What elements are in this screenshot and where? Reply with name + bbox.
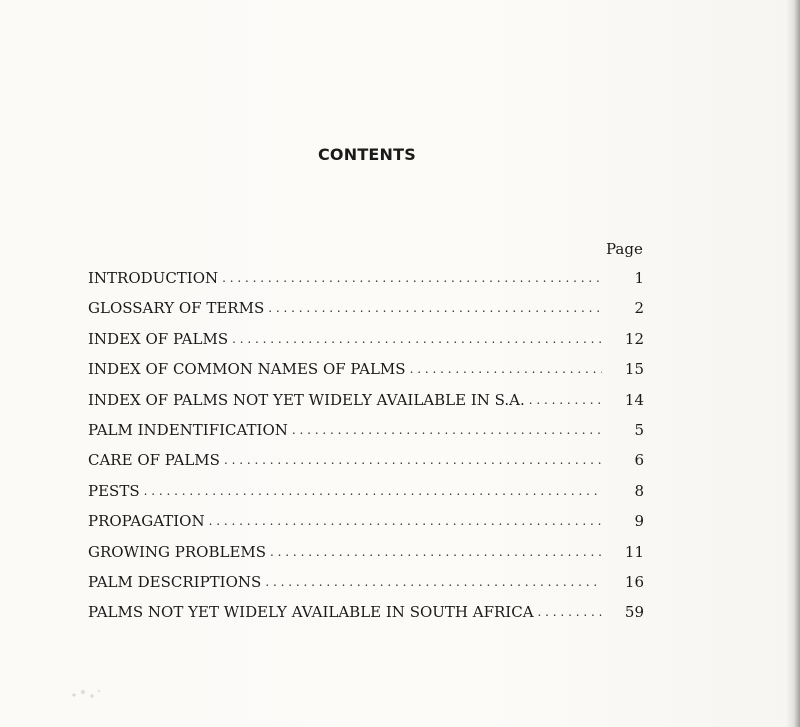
toc-entry-page: 1	[634, 269, 644, 287]
toc-entry-page: 11	[624, 542, 644, 561]
dot-leader	[292, 420, 602, 440]
toc-entry-page: 5	[634, 420, 644, 439]
toc-entry-title: GROWING PROBLEMS	[88, 542, 267, 561]
toc-entry-title: INDEX OF COMMON NAMES OF PALMS	[88, 360, 406, 379]
toc-entry	[88, 450, 644, 480]
toc-entry	[88, 329, 644, 359]
toc-entry-page: 2	[634, 299, 644, 318]
toc-entry-page: 16	[624, 572, 644, 591]
page-column-label: Page	[606, 240, 643, 258]
toc-entry-title: PESTS	[88, 481, 140, 500]
toc-entry	[88, 268, 644, 298]
contents-heading: CONTENTS	[317, 145, 416, 164]
toc-entry-page: 59	[624, 603, 644, 622]
toc-entry-page: 6	[634, 451, 644, 470]
toc-entry-title: PALMS NOT YET WIDELY AVAILABLE IN SOUTH AFRICA	[88, 603, 534, 622]
dot-leader	[265, 572, 602, 592]
dot-leader	[222, 268, 602, 288]
dot-leader	[268, 298, 602, 318]
toc-entry	[88, 572, 644, 602]
table-of-contents	[88, 268, 644, 633]
toc-entry-title: INDEX OF PALMS	[88, 329, 229, 348]
toc-entry-page: 12	[624, 329, 644, 348]
toc-entry	[88, 390, 644, 420]
toc-entry-page: 14	[624, 390, 644, 409]
dot-leader	[538, 602, 602, 622]
toc-entry-page: 8	[634, 481, 644, 500]
toc-entry	[88, 542, 644, 572]
dot-leader	[270, 542, 602, 562]
dot-leader	[529, 390, 602, 410]
dot-leader	[144, 481, 602, 501]
toc-entry-title: PALM DESCRIPTIONS	[88, 572, 262, 591]
dot-leader	[410, 359, 602, 379]
toc-entry-page: 9	[634, 512, 644, 531]
toc-entry-page: 15	[624, 360, 644, 379]
toc-entry	[88, 602, 644, 632]
dot-leader	[224, 450, 602, 470]
toc-entry	[88, 481, 644, 511]
toc-entry-title: PALM INDENTIFICATION	[88, 420, 288, 439]
toc-entry	[88, 298, 644, 328]
paper-smudge	[68, 685, 106, 701]
toc-entry-title: CARE OF PALMS	[88, 451, 220, 470]
page-edge-shadow	[786, 0, 800, 727]
dot-leader	[209, 511, 602, 531]
toc-entry	[88, 511, 644, 541]
dot-leader	[232, 329, 602, 349]
toc-entry-title: INTRODUCTION	[88, 269, 219, 287]
toc-entry	[88, 359, 644, 389]
toc-entry-title: PROPAGATION	[88, 512, 205, 531]
toc-entry	[88, 420, 644, 450]
toc-entry-title: INDEX OF PALMS NOT YET WIDELY AVAILABLE IN S.A.	[88, 390, 525, 409]
toc-entry-title: GLOSSARY OF TERMS	[88, 299, 265, 318]
